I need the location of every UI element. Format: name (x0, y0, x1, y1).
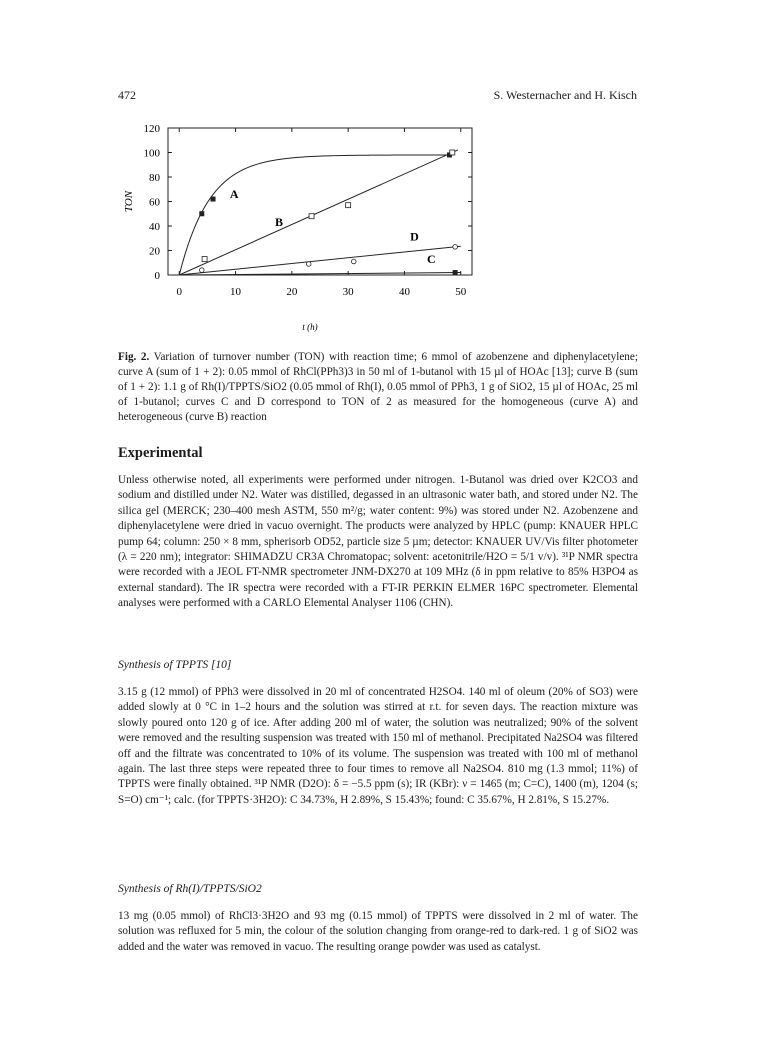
caption-label: Fig. 2. (118, 351, 150, 363)
y-tick-label: 120 (143, 123, 160, 135)
series-d-point (306, 262, 311, 267)
figure-caption (118, 350, 638, 425)
x-tick-label: 20 (286, 286, 298, 298)
y-tick-label: 20 (149, 245, 160, 258)
series-d-point (199, 268, 204, 273)
running-header-authors: S. Westernacher and H. Kisch (493, 88, 637, 102)
x-tick-label: 40 (398, 286, 410, 298)
x-tick-label: 50 (455, 286, 467, 298)
series-b-point (346, 203, 351, 208)
series-label-a: A (229, 186, 239, 201)
subsection-title-rh: Synthesis of Rh(I)/TPPTS/SiO2 (118, 883, 262, 895)
series-a-point (199, 211, 204, 216)
y-tick-label: 60 (149, 196, 160, 209)
tppts-paragraph: 3.15 g (12 mmol) of PPh3 were dissolved in 20 ml of concentrated H2SO4. 140 ml of oleum (20% of SO3) were added slowly at 0 °C in 1–2 hours and the solution was stirred at r.t. for seven days. The reaction mixture was slowly poured onto 120 g of ice. After adding 200 ml of water, the solution was neutralized; 90% of the solvent were removed and the resulting suspension was treated with 150 ml of methanol. Precipitated Na2SO4 was filtered off and the filtrate was concentrated to 10% of its volume. The suspension was treated with 100 ml of methanol again. The last three steps were repeated three to four times to remove all Na2SO4. 810 mg (1.3 mmol; 11%) of TPPTS were finally obtained. ³¹P NMR (D2O): δ = −5.5 ppm (s); IR (KBr): ν = 1465 (m; C=C), 1400 (m), 1204 (s; S=O) cm⁻¹; calc. (for TPPTS·3H2O): C 34.73%, H 2.89%, S 15.43%; found: C 35.67%, H 2.81%, S 15.27%. (118, 686, 638, 806)
y-axis-label: TON (123, 190, 135, 213)
page-number: 472 (118, 88, 136, 102)
caption-text: Variation of turnover number (TON) with reaction time; 6 mmol of azobenzene and diphenylacetylene; curve A (sum of 1 + 2): 0.05 mmol of RhCl(PPh3)3 in 50 ml of 1-butanol with 15 µl of HOAc [13]; curve B (sum of 1 + 2): 1.1 g of Rh(I)/TPPTS/SiO2 (0.05 mmol of Rh(I), 0.05 mmol of PPh3, 1 g of SiO2, 15 µl of HOAc, 25 ml of 1-butanol; curves C and D correspond to TON of 2 as measured for the homogeneous (curve A) and heterogeneous (curve B) reaction (118, 351, 638, 423)
y-tick-label: 80 (149, 172, 160, 184)
series-b-line (179, 150, 458, 275)
x-tick-label: 0 (176, 286, 183, 298)
series-b-point (309, 214, 314, 219)
y-tick-label: 0 (154, 270, 160, 282)
x-tick-label: 10 (230, 286, 242, 298)
y-tick-label: 40 (149, 221, 160, 233)
series-label-d: D (410, 229, 419, 244)
subsection-title-tppts: Synthesis of TPPTS [10] (118, 659, 232, 671)
series-c-point (453, 270, 458, 275)
series-label-b: B (274, 215, 283, 229)
experimental-paragraph: Unless otherwise noted, all experiments were performed under nitrogen. 1-Butanol was dried over K2CO3 and sodium and distilled under N2. Water was distilled, degassed in an ultrasonic water bath, and stored under N2. The silica gel (MERCK; 230–400 mesh ASTM, 550 m²/g; water content: 9%) was stored under N2. Azobenzene and diphenylacetylene were dried in vacuo overnight. The products were analyzed by HPLC (pump: KNAUER HPLC pump 64; column: 250 × 8 mm, spherisorb OD52, particle size 5 µm; detector: KNAUER UV/Vis filter photometer (λ = 220 nm); integrator: SHIMADZU CR3A Chromatopac; solvent: acetonitrile/H2O = 5/1 v/v). ³¹P NMR spectra were recorded with a JEOL FT-NMR spectrometer JNM-DX270 at 109 MHz (δ in ppm relative to 85% H3PO4 as external standard). The IR spectra were recorded with a FT-IR PERKIN ELMER 16PC spectrometer. Elemental analyses were performed with a CARLO Elemental Analyser 1106 (CHN). (118, 474, 638, 610)
series-b-point (202, 257, 207, 262)
rh-paragraph: 13 mg (0.05 mmol) of RhCl3·3H2O and 93 mg (0.15 mmol) of TPPTS were dissolved in 2 ml of water. The solution was refluxed for 5 min, the colour of the solution changing from orange-red to dark-red. 1 g of SiO2 was added and the water was removed in vacuo. The resulting orange powder was used as catalyst. (118, 910, 638, 953)
x-tick-label: 30 (342, 286, 354, 298)
series-b-point (450, 150, 455, 155)
series-d-point (351, 259, 356, 264)
series-d-line (179, 246, 460, 275)
section-title-experimental: Experimental (118, 445, 203, 461)
ton-chart (110, 118, 500, 333)
y-tick-label: 100 (143, 147, 160, 160)
series-a-point (211, 197, 216, 202)
x-axis-label: t (h) (302, 322, 318, 332)
series-label-c: C (426, 251, 436, 266)
series-d-point (453, 245, 458, 250)
